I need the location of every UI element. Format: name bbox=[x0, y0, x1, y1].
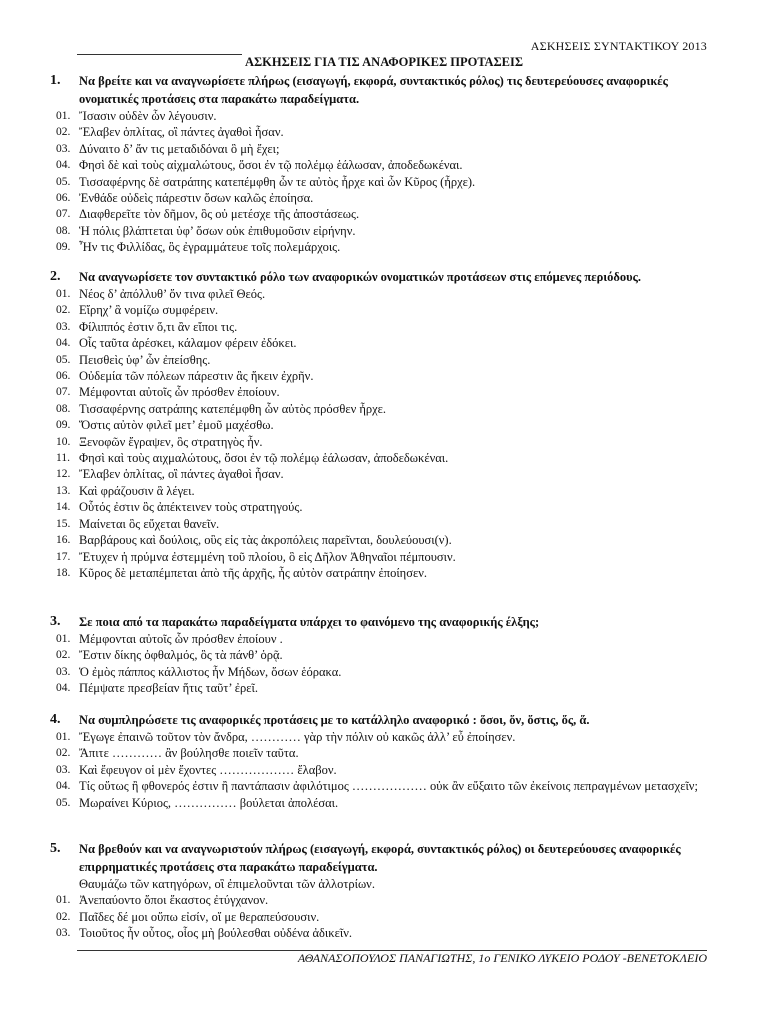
item-number: 01. bbox=[56, 288, 71, 300]
exercise-instruction: Να συμπληρώσετε τις αναφορικές προτάσεις με το κατάλληλο αναφορικό : ὅσοι, ὅν, ὅστις, ὅς, ἅ. bbox=[79, 713, 590, 727]
item-number: 06. bbox=[56, 192, 71, 205]
exercise-item bbox=[36, 124, 716, 140]
exercise-item bbox=[36, 157, 716, 173]
item-text: Ἦν τις Φιλλίδας, ὃς ἐγραμμάτευε τοῖς πολεμάρχοις. bbox=[79, 240, 341, 255]
exercise-item bbox=[36, 466, 716, 482]
item-text: Καὶ φράζουσιν ἃ λέγει. bbox=[79, 483, 195, 498]
exercise-items bbox=[36, 286, 716, 581]
item-number: 12. bbox=[56, 468, 71, 481]
header-title: ΑΣΚΗΣΕΙΣ ΣΥΝΤΑΚΤΙΚΟΥ 2013 bbox=[530, 39, 707, 53]
item-text: Τισσαφέρνης σατράπης κατεπέμφθη ὧν αὐτὸς πρόσθεν ἦρχε. bbox=[79, 401, 387, 416]
exercise-number: 5. bbox=[50, 841, 61, 856]
item-text: Ἔγωγε ἐπαινῶ τοῦτον τὸν ἄνδρα, ………… γὰρ τὴν πόλιν οὐ κακῶς ἀλλ’ εὖ ἐποίησεν. bbox=[79, 730, 516, 744]
item-text: Ἡ πόλις βλάπτεται ὑφ’ ὅσων οὐκ ἐπιθυμοῦσιν εἰρήνην. bbox=[79, 223, 356, 238]
item-number: 04. bbox=[56, 337, 71, 350]
item-number: 04. bbox=[56, 159, 71, 172]
exercise-number: 3. bbox=[50, 614, 61, 629]
footer-author: ΑΘΑΝΑΣΟΠΟΥΛΟΣ ΠΑΝΑΓΙΩΤΗΣ, 1ο ΓΕΝΙΚΟ ΛΥΚΕΙΟ ΡΟΔΟΥ -ΒΕΝΕΤΟΚΛΕΙΟ bbox=[297, 951, 707, 965]
item-text: Οὗτός ἐστιν ὃς ἀπέκτεινεν τοὺς στρατηγούς. bbox=[79, 500, 303, 515]
item-text: Ἄπιτε ………… ἂν βούλησθε ποιεῖν ταῦτα. bbox=[79, 746, 299, 761]
item-number: 07. bbox=[56, 386, 71, 399]
item-text: Ἐνθάδε οὐδεὶς πάρεστιν ὅσων καλῶς ἐποίησα. bbox=[79, 191, 314, 206]
item-number: 01. bbox=[56, 731, 71, 743]
item-text: Ὅστις αὐτὸν φιλεῖ μετ’ ἐμοῦ μαχέσθω. bbox=[79, 418, 274, 433]
exercise-items bbox=[36, 631, 716, 697]
item-number: 13. bbox=[56, 484, 71, 497]
item-text: Μέμφονται αὐτοῖς ὧν πρόσθεν ἐποίουν. bbox=[79, 385, 280, 400]
exercise-item bbox=[36, 925, 716, 941]
exercise-item bbox=[36, 335, 716, 351]
exercise-instruction: Σε ποια από τα παρακάτω παραδείγματα υπάρχει το φαινόμενο της αναφορικής έλξης; bbox=[79, 615, 540, 629]
exercise-item bbox=[36, 745, 716, 761]
item-number: 02. bbox=[56, 747, 71, 760]
item-text: Μωραίνει Κύριος, …………… βούλεται ἀπολέσαι. bbox=[79, 795, 339, 810]
item-number: 03. bbox=[56, 763, 71, 776]
item-text: Μέμφονται αὐτοῖς ὧν πρόσθεν ἐποίουν . bbox=[79, 632, 283, 646]
exercise-heading bbox=[36, 268, 716, 286]
exercise-item bbox=[36, 223, 716, 239]
item-number: 02. bbox=[56, 649, 71, 662]
item-text: Νέος δ’ ἀπόλλυθ’ ὅν τινα φιλεῖ Θεός. bbox=[79, 287, 266, 301]
item-number: 09. bbox=[56, 419, 71, 432]
item-number: 04. bbox=[56, 682, 71, 695]
exercise-item bbox=[36, 141, 716, 157]
exercise-instruction: Να βρείτε και να αναγνωρίσετε πλήρως (εισαγωγή, εκφορά, συντακτικός ρόλος) τις δευτερεύουσες αναφορικές ονοματικές προτάσεις στα παρακάτω παραδείγματα. bbox=[79, 74, 668, 106]
item-number: 08. bbox=[56, 224, 71, 237]
exercise-item bbox=[36, 483, 716, 499]
item-text: Ἔλαβεν ὁπλίτας, οἳ πάντες ἀγαθοὶ ἦσαν. bbox=[79, 125, 284, 140]
exercise-heading bbox=[36, 613, 716, 631]
exercise-heading bbox=[36, 840, 716, 876]
exercise-item bbox=[36, 729, 716, 745]
exercise-item bbox=[36, 319, 716, 335]
item-text: Ἴσασιν οὐδὲν ὧν λέγουσιν. bbox=[79, 109, 217, 123]
item-text: Τίς οὕτως ἢ φθονερός ἐστιν ἢ παντάπασιν ἀφιλότιμος ……………… οὐκ ἂν εὔξαιτο τῶν ἐκείνοις πεπραγμένων μετασχεῖν; bbox=[79, 779, 698, 794]
exercise-item bbox=[36, 664, 716, 680]
item-text: Τισσαφέρνης δὲ σατράπης κατεπέμφθη ὧν τε αὐτὸς ἦρχε καὶ ὧν Κῦρος (ἦρχε). bbox=[79, 174, 476, 189]
exercise-item bbox=[36, 352, 716, 368]
item-text: Φησὶ καὶ τοὺς αιχμαλώτους, ὅσοι ἐν τῷ πολέμῳ ἑάλωσαν, ἀποδεδωκέναι. bbox=[79, 451, 449, 466]
exercise-item bbox=[36, 516, 716, 532]
exercise-item bbox=[36, 680, 716, 696]
item-number: 03. bbox=[56, 665, 71, 678]
item-number: 06. bbox=[56, 370, 71, 383]
exercise-5 bbox=[36, 840, 716, 942]
exercise-item bbox=[36, 499, 716, 515]
item-number: 01. bbox=[56, 633, 71, 645]
exercise-item bbox=[36, 631, 716, 647]
exercise-instruction: Να αναγνωρίσετε τον συντακτικό ρόλο των αναφορικών ονοματικών προτάσεων στις επόμενες περιόδους. bbox=[79, 270, 642, 284]
item-text: Κῦρος δὲ μεταπέμπεται ἀπὸ τῆς ἀρχῆς, ἧς αὐτὸν σατράπην ἐποίησεν. bbox=[79, 565, 427, 580]
exercise-item bbox=[36, 549, 716, 565]
exercise-items bbox=[36, 892, 716, 941]
exercise-number: 1. bbox=[50, 73, 61, 88]
item-number: 16. bbox=[56, 534, 71, 547]
item-text: Εἴρηχ’ ἃ νομίζω συμφέρειν. bbox=[79, 303, 219, 318]
item-text: Πεισθεὶς ὑφ’ ὧν ἐπείσθης. bbox=[79, 352, 211, 367]
exercise-instruction: Να βρεθούν και να αναγνωριστούν πλήρως (εισαγωγή, εκφορά, συντακτικός ρόλος) οι δευτερεύουσες αναφορικές επιρρηματικές προτάσεις στα παρακάτω παραδείγματα. bbox=[79, 842, 681, 874]
example-sentence: Θαυμάζω τῶν κατηγόρων, οἳ ἐπιμελοῦνται τῶν ἀλλοτρίων. bbox=[79, 877, 375, 891]
exercise-1 bbox=[36, 72, 716, 256]
exercise-item bbox=[36, 286, 716, 302]
item-number: 02. bbox=[56, 126, 71, 139]
item-number: 14. bbox=[56, 501, 71, 514]
exercise-item bbox=[36, 206, 716, 222]
item-number: 07. bbox=[56, 208, 71, 221]
item-number: 18. bbox=[56, 566, 71, 579]
item-number: 04. bbox=[56, 780, 71, 793]
exercise-number: 2. bbox=[50, 269, 61, 284]
exercise-item bbox=[36, 647, 716, 663]
item-text: Διαφθερεῖτε τὸν δῆμον, ὃς οὐ μετέσχε τῆς ἀποστάσεως. bbox=[79, 207, 360, 222]
item-text: Ἔστιν δίκης ὀφθαλμός, ὃς τὰ πάνθ’ ὁρᾷ. bbox=[79, 648, 283, 663]
item-text: Τοιοῦτος ἦν οὗτος, οἷος μὴ βούλεσθαι οὐδένα ἀδικεῖν. bbox=[79, 926, 352, 941]
item-text: Μαίνεται ὃς εὔχεται θανεῖν. bbox=[79, 516, 220, 531]
exercise-item bbox=[36, 909, 716, 925]
item-number: 01. bbox=[56, 110, 71, 122]
item-number: 10. bbox=[56, 435, 71, 448]
item-number: 17. bbox=[56, 550, 71, 563]
exercise-item bbox=[36, 417, 716, 433]
exercise-item bbox=[36, 892, 716, 908]
item-number: 03. bbox=[56, 320, 71, 333]
item-number: 05. bbox=[56, 796, 71, 809]
item-text: Ὁ ἐμὸς πάππος κάλλιστος ἦν Μήδων, ὅσων ἑόρακα. bbox=[79, 664, 342, 679]
item-text: Οὐδεμία τῶν πόλεων πάρεστιν ἃς ἥκειν ἐχρῆν. bbox=[79, 369, 314, 384]
item-text: Ἀνεπαύοντο ὅποι ἕκαστος ἐτύγχανον. bbox=[79, 893, 269, 908]
exercise-item bbox=[36, 762, 716, 778]
exercise-item bbox=[36, 239, 716, 255]
item-number: 02. bbox=[56, 910, 71, 923]
exercise-items bbox=[36, 729, 716, 811]
item-text: Καὶ ἔφευγον οἱ μὲν ἔχοντες ……………… ἔλαβον. bbox=[79, 762, 337, 777]
exercise-heading bbox=[36, 711, 716, 729]
item-text: Φησὶ δὲ καὶ τοὺς αἰχμαλώτους, ὅσοι ἐν τῷ πολέμῳ ἑάλωσαν, ἀποδεδωκέναι. bbox=[79, 158, 463, 173]
item-text: Δύναιτο δ’ ἄν τις μεταδιδόναι ὃ μὴ ἔχει; bbox=[79, 141, 280, 156]
item-number: 05. bbox=[56, 353, 71, 366]
item-number: 11. bbox=[56, 452, 70, 465]
exercise-item bbox=[36, 302, 716, 318]
exercise-item bbox=[36, 190, 716, 206]
exercise-item bbox=[36, 795, 716, 811]
exercise-item bbox=[36, 108, 716, 124]
item-text: Βαρβάρους καὶ δούλοις, οὓς εἰς τὰς ἀκροπόλεις παρεῖνται, δουλεύουσι(ν). bbox=[79, 533, 452, 548]
item-number: 02. bbox=[56, 304, 71, 317]
item-text: Ξενοφῶν ἔγραψεν, ὃς στρατηγὸς ἦν. bbox=[79, 434, 263, 449]
exercise-item bbox=[36, 384, 716, 400]
exercise-item bbox=[36, 368, 716, 384]
exercise-items bbox=[36, 108, 716, 256]
item-text: Ἔτυχεν ἡ πρύμνα ἐστεμμένη τοῦ πλοίου, ὃ εἰς Δῆλον Ἀθηναῖοι πέμπουσιν. bbox=[79, 549, 456, 564]
document-title: ΑΣΚΗΣΕΙΣ ΓΙΑ ΤΙΣ ΑΝΑΦΟΡΙΚΕΣ ΠΡΟΤΑΣΕΙΣ bbox=[244, 55, 524, 69]
item-text: Οἷς ταῦτα ἀρέσκει, κάλαμον φέρειν ἐδόκει. bbox=[79, 336, 297, 351]
exercise-item bbox=[36, 450, 716, 466]
item-number: 09. bbox=[56, 241, 71, 254]
item-number: 08. bbox=[56, 402, 71, 415]
exercise-item bbox=[36, 532, 716, 548]
exercise-4 bbox=[36, 711, 716, 811]
exercise-heading bbox=[36, 72, 716, 108]
item-number: 03. bbox=[56, 927, 71, 940]
exercise-item bbox=[36, 565, 716, 581]
exercise-item bbox=[36, 434, 716, 450]
item-number: 01. bbox=[56, 894, 71, 907]
exercise-item bbox=[36, 174, 716, 190]
item-text: Ἔλαβεν ὁπλίτας, οἳ πάντες ἀγαθοὶ ἦσαν. bbox=[79, 467, 284, 482]
exercise-3 bbox=[36, 613, 716, 697]
exercise-item bbox=[36, 401, 716, 417]
item-number: 15. bbox=[56, 517, 71, 530]
exercise-item bbox=[36, 778, 716, 794]
item-number: 05. bbox=[56, 175, 71, 188]
item-number: 03. bbox=[56, 142, 71, 155]
item-text: Πέμψατε πρεσβείαν ἥτις ταῦτ’ ἐρεῖ. bbox=[79, 681, 258, 696]
exercise-number: 4. bbox=[50, 712, 61, 727]
item-text: Φίλιππός ἐστιν ὅ,τι ἂν εἴποι τις. bbox=[79, 319, 238, 334]
exercise-2 bbox=[36, 268, 716, 581]
item-text: Παῖδες δέ μοι οὔπω εἰσίν, οἵ με θεραπεύσουσιν. bbox=[79, 909, 320, 924]
